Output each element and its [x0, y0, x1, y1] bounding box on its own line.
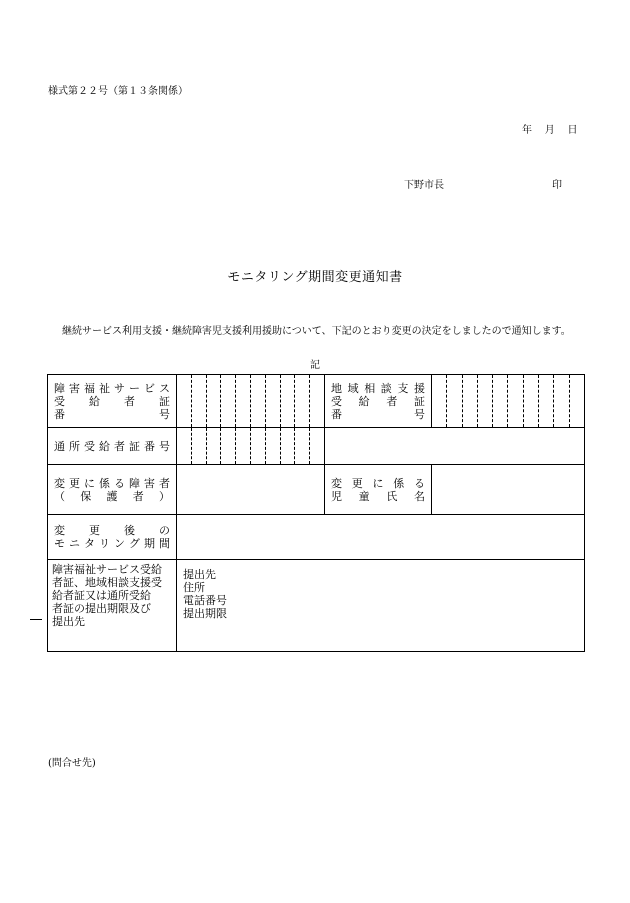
submission-details[interactable]	[177, 560, 585, 652]
label-line: 提出先	[52, 615, 85, 628]
digit-box	[177, 375, 192, 427]
day-cert-number-field[interactable]	[177, 428, 325, 465]
digit-box	[221, 375, 236, 427]
form-code: 様式第２２号（第１３条関係）	[48, 86, 188, 97]
consult-cert-label	[325, 375, 432, 428]
seal-mark: 印	[552, 180, 562, 191]
digit-box	[207, 428, 222, 464]
label-line: 変 更 後 の	[54, 524, 170, 537]
digit-box	[508, 375, 523, 427]
label-line: 者証の提出期限及び	[52, 602, 151, 615]
digit-box	[295, 428, 310, 464]
child-name-field[interactable]	[432, 465, 585, 515]
submission-deadline: 提出期限	[183, 607, 227, 620]
digit-box	[192, 375, 207, 427]
digit-box	[570, 375, 584, 427]
digit-box	[554, 375, 569, 427]
margin-mark	[30, 619, 42, 620]
digit-boxes	[177, 428, 324, 464]
table-row	[48, 428, 585, 465]
label-line: 番 号	[331, 407, 425, 421]
date-line	[522, 121, 577, 136]
digit-box	[266, 428, 281, 464]
label-line: （ 保 護 者 ）	[54, 489, 170, 503]
label-line: 番 号	[54, 407, 170, 421]
label-line: 変 更 に 係 る 障 害 者	[54, 476, 170, 490]
digit-box	[266, 375, 281, 427]
digit-box	[281, 428, 296, 464]
child-name-label	[325, 465, 432, 515]
label-line: 変 更 に 係 る	[331, 476, 425, 490]
digit-box	[310, 428, 324, 464]
digit-box	[207, 375, 222, 427]
submission-phone: 電話番号	[183, 594, 227, 607]
ki-heading: 記	[310, 360, 320, 371]
issuer-name: 下野市長	[404, 180, 444, 191]
notice-form-table	[47, 374, 585, 652]
label-line: 地 域 相 談 支 援	[331, 381, 425, 395]
digit-box	[192, 428, 207, 464]
label-line: 児 童 氏 名	[331, 489, 425, 503]
label-line: 通 所 受 給 者 証 番 号	[54, 439, 170, 453]
digit-box	[310, 375, 324, 427]
monitoring-period-field[interactable]	[177, 515, 585, 560]
disabled-person-label	[48, 465, 177, 515]
digit-box	[447, 375, 462, 427]
label-line: 障害福祉サービス受給	[52, 563, 162, 576]
digit-box	[295, 375, 310, 427]
table-row	[48, 465, 585, 515]
digit-box	[221, 428, 236, 464]
digit-box	[432, 375, 447, 427]
monitoring-period-label	[48, 515, 177, 560]
label-line: 者証、地域相談支援受	[52, 576, 162, 589]
label-line: 受 給 者 証	[54, 394, 170, 408]
consult-cert-number-field[interactable]	[432, 375, 585, 428]
date-day: 日	[567, 125, 578, 136]
day-cert-label	[48, 428, 177, 465]
service-cert-number-field[interactable]	[177, 375, 325, 428]
digit-box	[539, 375, 554, 427]
digit-boxes	[177, 375, 324, 427]
date-year: 年	[522, 125, 532, 136]
digit-box	[463, 375, 478, 427]
table-row	[48, 515, 585, 560]
digit-box	[478, 375, 493, 427]
digit-box	[236, 428, 251, 464]
submission-destination: 提出先	[183, 568, 216, 581]
blank-cell	[325, 428, 585, 465]
digit-box	[493, 375, 508, 427]
contact-label: (問合せ先)	[48, 758, 96, 769]
service-cert-label	[48, 375, 177, 428]
table-row	[48, 375, 585, 428]
digit-box	[236, 375, 251, 427]
submission-address: 住所	[183, 581, 205, 594]
label-line: 障 害 福 祉 サ ー ビ ス	[54, 381, 170, 395]
date-month: 月	[544, 125, 555, 136]
submission-label	[48, 560, 177, 652]
digit-box	[251, 428, 266, 464]
digit-box	[281, 375, 296, 427]
disabled-person-field[interactable]	[177, 465, 325, 515]
label-line: モ ニ タ リ ン グ 期 間	[54, 537, 170, 550]
digit-boxes	[432, 375, 584, 427]
digit-box	[177, 428, 192, 464]
label-line: 受 給 者 証	[331, 394, 425, 408]
body-text: 継続サービス利用支援・継続障害児支援利用援助について、下記のとおり変更の決定をしましたので通知します。	[62, 326, 571, 337]
table-row	[48, 560, 585, 652]
digit-box	[251, 375, 266, 427]
document-title: モニタリング期間変更通知書	[227, 270, 403, 285]
digit-box	[524, 375, 539, 427]
label-line: 給者証又は通所受給	[52, 589, 151, 602]
